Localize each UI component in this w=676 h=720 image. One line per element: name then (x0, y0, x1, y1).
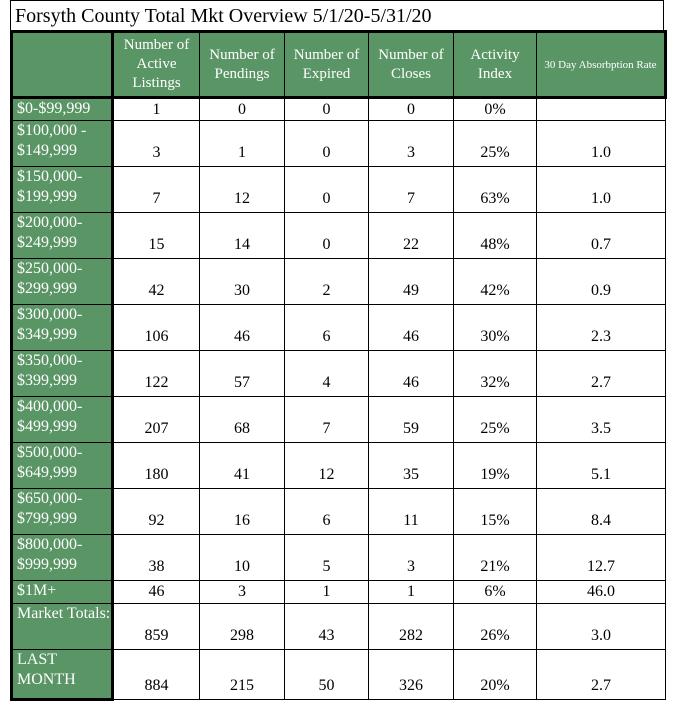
row-label: $1M+ (12, 581, 113, 604)
cell-absorption (537, 98, 666, 121)
cell-closes: 0 (369, 98, 454, 121)
row-label: $0-$99,999 (12, 98, 113, 121)
cell-pendings: 16 (200, 489, 285, 535)
table-row (12, 535, 666, 581)
cell-closes: 7 (369, 167, 454, 213)
cell-pendings: 3 (200, 581, 285, 604)
row-label: $800,000- $999,999 (12, 535, 113, 581)
cell-closes: 3 (369, 535, 454, 581)
cell-activity-index: 21% (454, 535, 537, 581)
cell-pendings: 1 (200, 121, 285, 167)
cell-pendings: 68 (200, 397, 285, 443)
cell-closes: 49 (369, 259, 454, 305)
row-label: $400,000- $499,999 (12, 397, 113, 443)
cell-active: 92 (113, 489, 200, 535)
cell-pendings: 215 (200, 650, 285, 700)
cell-closes: 59 (369, 397, 454, 443)
header-active-listings: Number of Active Listings (113, 32, 200, 98)
cell-expired: 4 (285, 351, 369, 397)
cell-expired: 12 (285, 443, 369, 489)
cell-active: 3 (113, 121, 200, 167)
cell-closes: 46 (369, 305, 454, 351)
cell-closes: 1 (369, 581, 454, 604)
cell-active: 122 (113, 351, 200, 397)
table-row (12, 259, 666, 305)
cell-pendings: 30 (200, 259, 285, 305)
cell-absorption: 2.7 (537, 650, 666, 700)
table-row (12, 351, 666, 397)
cell-closes: 46 (369, 351, 454, 397)
header-row (12, 32, 666, 98)
header-pendings: Number of Pendings (200, 32, 285, 98)
cell-absorption: 3.0 (537, 604, 666, 650)
table-row (12, 443, 666, 489)
cell-active: 1 (113, 98, 200, 121)
cell-active: 859 (113, 604, 200, 650)
cell-absorption: 0.7 (537, 213, 666, 259)
cell-absorption: 0.9 (537, 259, 666, 305)
cell-expired: 6 (285, 489, 369, 535)
cell-active: 38 (113, 535, 200, 581)
cell-activity-index: 25% (454, 397, 537, 443)
cell-expired: 6 (285, 305, 369, 351)
row-label: $500,000- $649,999 (12, 443, 113, 489)
table-row (12, 121, 666, 167)
page-title: Forsyth County Total Mkt Overview 5/1/20-5/31/20 (10, 0, 664, 30)
cell-pendings: 41 (200, 443, 285, 489)
header-closes: Number of Closes (369, 32, 454, 98)
cell-closes: 282 (369, 604, 454, 650)
cell-pendings: 12 (200, 167, 285, 213)
row-label: $350,000- $399,999 (12, 351, 113, 397)
cell-expired: 0 (285, 98, 369, 121)
table-row (12, 489, 666, 535)
cell-absorption: 3.5 (537, 397, 666, 443)
row-label: $200,000- $249,999 (12, 213, 113, 259)
cell-activity-index: 20% (454, 650, 537, 700)
cell-absorption: 5.1 (537, 443, 666, 489)
row-label: $650,000- $799,999 (12, 489, 113, 535)
row-label: $100,000 - $149,999 (12, 121, 113, 167)
cell-closes: 35 (369, 443, 454, 489)
cell-absorption: 2.7 (537, 351, 666, 397)
cell-expired: 0 (285, 167, 369, 213)
row-label: $150,000- $199,999 (12, 167, 113, 213)
header-expired: Number of Expired (285, 32, 369, 98)
cell-active: 15 (113, 213, 200, 259)
cell-active: 884 (113, 650, 200, 700)
row-label: $250,000- $299,999 (12, 259, 113, 305)
header-activity-index: Activity Index (454, 32, 537, 98)
cell-activity-index: 48% (454, 213, 537, 259)
row-label: Market Totals: (12, 604, 113, 650)
cell-expired: 50 (285, 650, 369, 700)
cell-active: 7 (113, 167, 200, 213)
cell-expired: 7 (285, 397, 369, 443)
cell-absorption: 2.3 (537, 305, 666, 351)
table-row (12, 167, 666, 213)
cell-pendings: 298 (200, 604, 285, 650)
cell-absorption: 12.7 (537, 535, 666, 581)
cell-closes: 22 (369, 213, 454, 259)
header-corner (12, 32, 113, 98)
header-absorption-rate: 30 Day Absorbption Rate (537, 32, 666, 98)
cell-active: 42 (113, 259, 200, 305)
cell-activity-index: 6% (454, 581, 537, 604)
cell-closes: 11 (369, 489, 454, 535)
cell-activity-index: 26% (454, 604, 537, 650)
cell-absorption: 1.0 (537, 121, 666, 167)
table-row (12, 98, 666, 121)
cell-activity-index: 30% (454, 305, 537, 351)
cell-active: 207 (113, 397, 200, 443)
cell-pendings: 46 (200, 305, 285, 351)
cell-activity-index: 19% (454, 443, 537, 489)
cell-pendings: 0 (200, 98, 285, 121)
row-label: $300,000- $349,999 (12, 305, 113, 351)
cell-pendings: 57 (200, 351, 285, 397)
cell-absorption: 1.0 (537, 167, 666, 213)
table-row (12, 305, 666, 351)
cell-activity-index: 25% (454, 121, 537, 167)
cell-active: 106 (113, 305, 200, 351)
cell-pendings: 14 (200, 213, 285, 259)
market-overview-table (10, 30, 667, 701)
cell-closes: 3 (369, 121, 454, 167)
market-overview-sheet (10, 0, 664, 701)
table-row (12, 581, 666, 604)
cell-active: 180 (113, 443, 200, 489)
cell-expired: 0 (285, 213, 369, 259)
cell-activity-index: 32% (454, 351, 537, 397)
cell-expired: 0 (285, 121, 369, 167)
table-row (12, 213, 666, 259)
cell-pendings: 10 (200, 535, 285, 581)
table-row-totals (12, 604, 666, 650)
table-row (12, 397, 666, 443)
cell-expired: 1 (285, 581, 369, 604)
cell-activity-index: 15% (454, 489, 537, 535)
cell-activity-index: 63% (454, 167, 537, 213)
cell-activity-index: 42% (454, 259, 537, 305)
cell-activity-index: 0% (454, 98, 537, 121)
cell-expired: 5 (285, 535, 369, 581)
cell-closes: 326 (369, 650, 454, 700)
cell-expired: 2 (285, 259, 369, 305)
table-row-last-month (12, 650, 666, 700)
cell-active: 46 (113, 581, 200, 604)
cell-absorption: 8.4 (537, 489, 666, 535)
cell-expired: 43 (285, 604, 369, 650)
row-label: LAST MONTH (12, 650, 113, 700)
cell-absorption: 46.0 (537, 581, 666, 604)
